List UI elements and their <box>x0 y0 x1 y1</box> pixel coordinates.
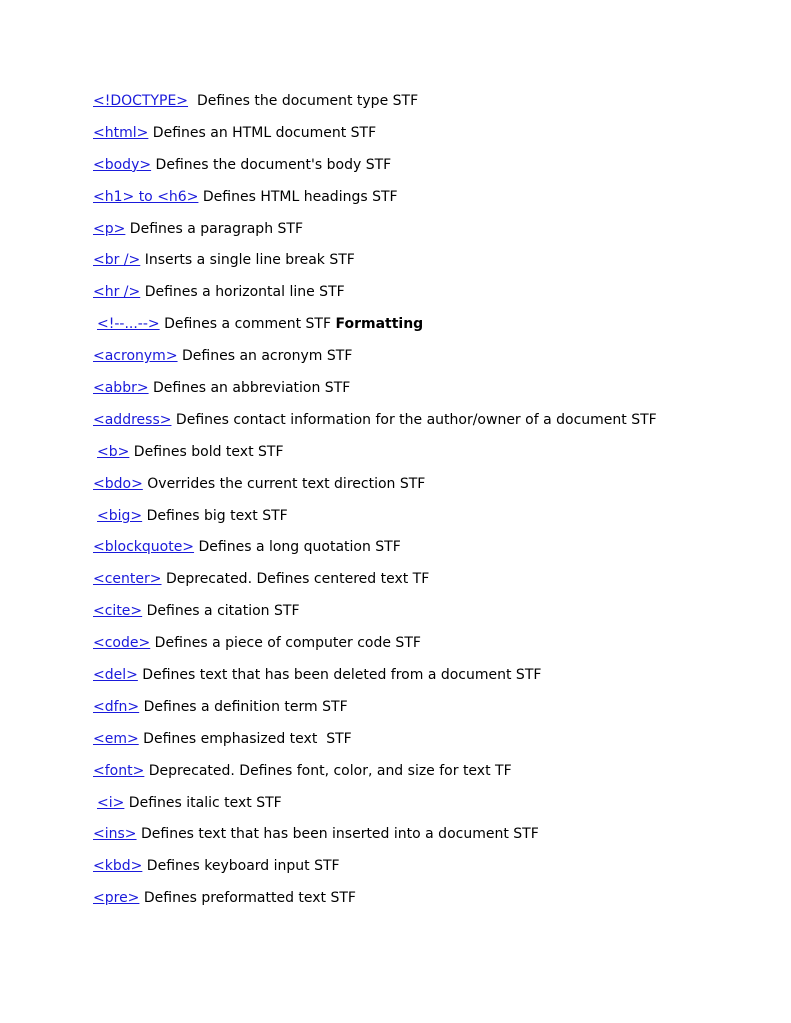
list-item <box>93 154 773 186</box>
list-item <box>93 632 773 664</box>
list-item <box>93 696 773 728</box>
tag-link[interactable]: <code> <box>93 635 151 652</box>
tag-description: Defines keyboard input STF <box>142 858 340 875</box>
tag-description: Defines emphasized text STF <box>138 730 352 747</box>
tag-description: Defines an HTML document STF <box>148 124 377 141</box>
tag-link[interactable]: <html> <box>93 124 149 141</box>
tag-link[interactable]: <i> <box>97 794 125 811</box>
tag-link[interactable]: <!--...--> <box>97 316 160 333</box>
tag-description: Defines a horizontal line STF <box>140 284 345 301</box>
tag-reference-list <box>93 90 773 919</box>
tag-description: Defines contact information for the author/owner of a document STF <box>171 411 657 428</box>
tag-description: Defines a paragraph STF <box>125 220 304 237</box>
tag-description: Defines text that has been inserted into a document STF <box>136 826 539 843</box>
tag-description: Defines a citation STF <box>142 603 300 620</box>
tag-description: Inserts a single line break STF <box>140 252 355 269</box>
list-item <box>93 760 773 792</box>
list-item <box>93 473 773 505</box>
tag-description: Defines the document type STF <box>188 93 419 109</box>
list-item <box>93 792 773 824</box>
tag-description: Deprecated. Defines centered text TF <box>161 571 430 588</box>
list-item <box>93 823 773 855</box>
tag-description: Defines a comment STF <box>159 316 336 333</box>
list-item <box>93 441 773 473</box>
tag-link[interactable]: <h1> to <h6> <box>93 188 199 205</box>
tag-description: Defines a long quotation STF <box>194 539 401 556</box>
tag-description: Defines a definition term STF <box>139 698 348 715</box>
tag-description: Overrides the current text direction STF <box>142 475 426 492</box>
tag-description: Defines HTML headings STF <box>198 188 398 205</box>
list-item <box>93 887 773 919</box>
list-item <box>93 568 773 600</box>
tag-description: Defines an abbreviation STF <box>148 380 351 397</box>
tag-link[interactable]: <hr /> <box>93 284 141 301</box>
tag-description: Defines a piece of computer code STF <box>150 635 421 652</box>
tag-link[interactable]: <body> <box>93 156 152 173</box>
tag-link[interactable]: <em> <box>93 730 139 747</box>
tag-link[interactable]: <abbr> <box>93 380 149 397</box>
list-item <box>93 218 773 250</box>
tag-link[interactable]: <del> <box>93 667 138 684</box>
tag-description: Defines the document's body STF <box>151 156 392 173</box>
tag-link[interactable]: <ins> <box>93 826 137 843</box>
section-heading: Formatting <box>335 316 424 333</box>
tag-link[interactable]: <dfn> <box>93 698 140 715</box>
tag-description: Defines text that has been deleted from a document STF <box>137 667 542 684</box>
tag-link[interactable]: <acronym> <box>93 348 178 365</box>
list-item <box>93 249 773 281</box>
tag-link[interactable]: <font> <box>93 762 145 779</box>
tag-description: Defines bold text STF <box>129 443 284 460</box>
list-item <box>93 600 773 632</box>
tag-link[interactable]: <kbd> <box>93 858 143 875</box>
tag-link[interactable]: <cite> <box>93 603 143 620</box>
list-item <box>93 409 773 441</box>
list-item <box>93 728 773 760</box>
list-item <box>93 281 773 313</box>
tag-description: Defines preformatted text STF <box>139 890 356 907</box>
list-item <box>93 313 773 345</box>
list-item <box>93 186 773 218</box>
list-item <box>93 664 773 696</box>
tag-link[interactable]: <pre> <box>93 890 140 907</box>
tag-link[interactable]: <b> <box>97 443 130 460</box>
list-item <box>93 90 773 122</box>
tag-description: Deprecated. Defines font, color, and size for text TF <box>144 762 512 779</box>
tag-link[interactable]: <center> <box>93 571 162 588</box>
list-item <box>93 536 773 568</box>
list-item <box>93 122 773 154</box>
list-item <box>93 377 773 409</box>
tag-link[interactable]: <!DOCTYPE> <box>93 93 189 109</box>
list-item <box>93 505 773 537</box>
tag-link[interactable]: <blockquote> <box>93 539 195 556</box>
list-item <box>93 345 773 377</box>
tag-description: Defines big text STF <box>142 507 288 524</box>
list-item <box>93 855 773 887</box>
tag-link[interactable]: <bdo> <box>93 475 143 492</box>
tag-link[interactable]: <big> <box>97 507 143 524</box>
tag-link[interactable]: <address> <box>93 411 172 428</box>
tag-description: Defines an acronym STF <box>177 348 353 365</box>
document-page <box>93 90 773 919</box>
tag-link[interactable]: <p> <box>93 220 126 237</box>
tag-link[interactable]: <br /> <box>93 252 141 269</box>
tag-description: Defines italic text STF <box>124 794 282 811</box>
